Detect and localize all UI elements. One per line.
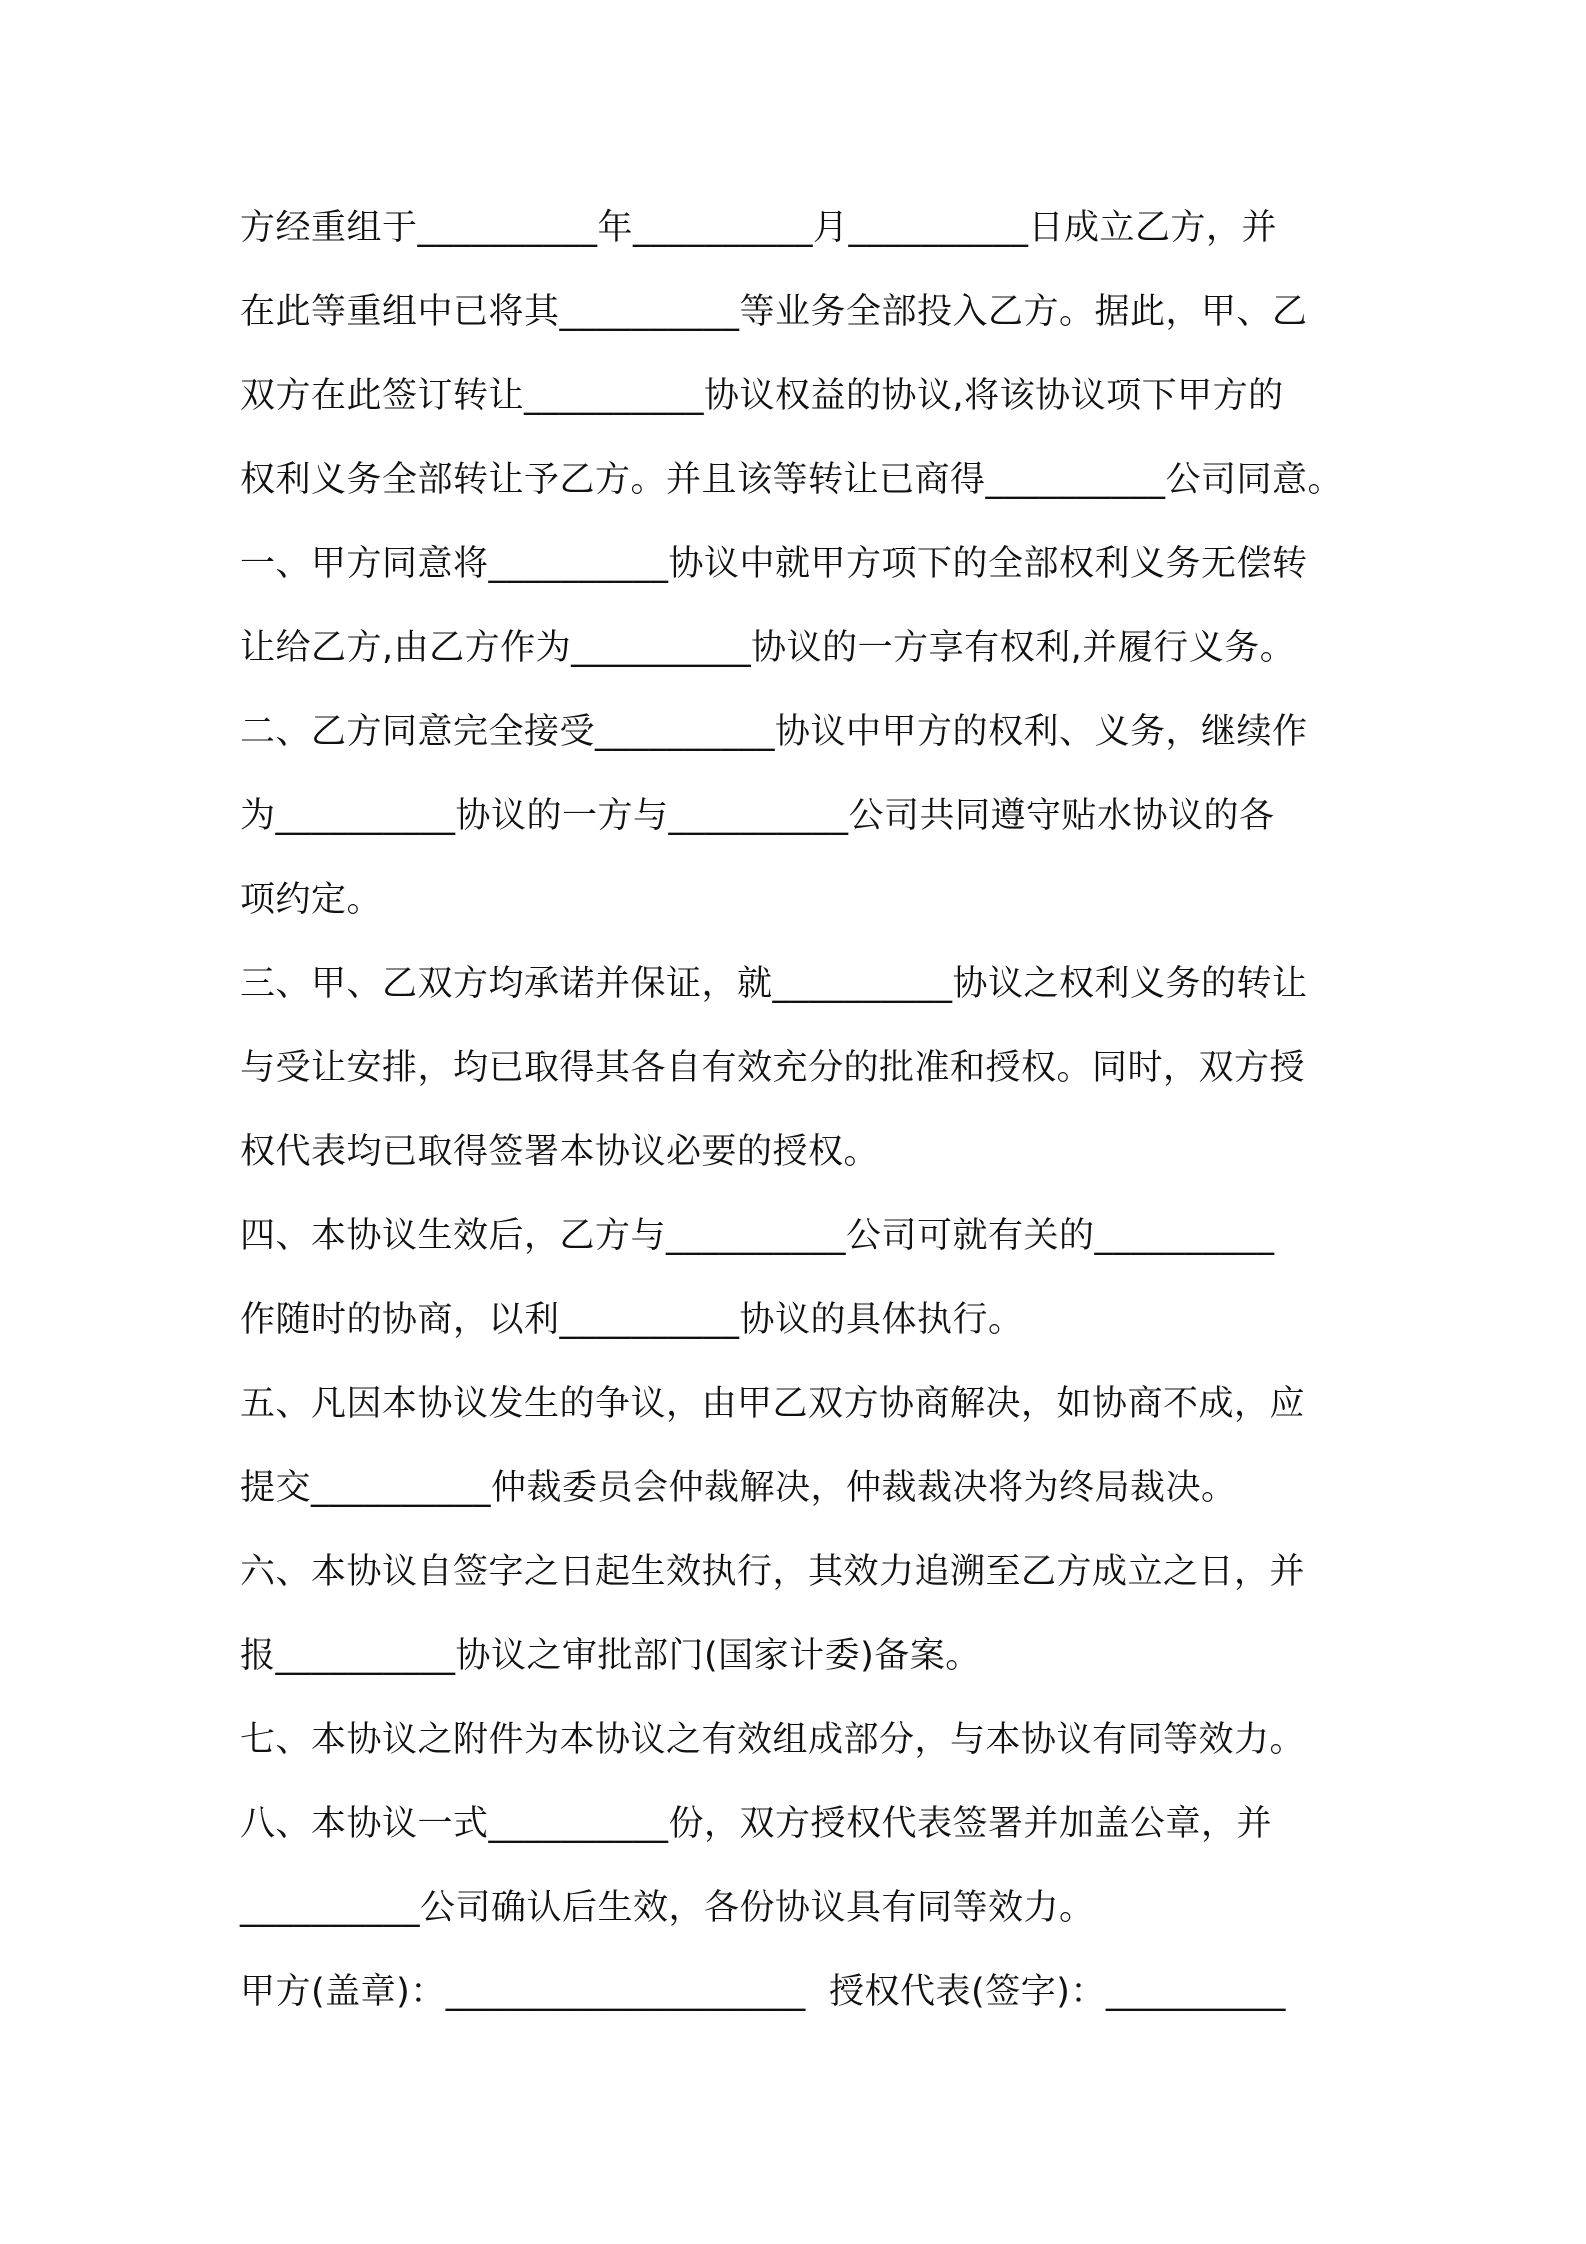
clause-three-line: 权代表均已取得签署本协议必要的授权。 [240, 1132, 880, 1172]
clause-eight-line: 八、本协议一式__________份，双方授权代表签署并加盖公章，并 [240, 1804, 1273, 1844]
clause-four-line: 作随时的协商，以利__________协议的具体执行。 [240, 1300, 1024, 1340]
clause-five-line: 提交__________仲裁委员会仲裁解决，仲裁裁决将为终局裁决。 [240, 1468, 1237, 1508]
signature-line: 甲方(盖章)：____________________ 授权代表(签字)：__________ [240, 1972, 1286, 2012]
clause-one-line: 让给乙方,由乙方作为__________协议的一方享有权利,并履行义务。 [240, 628, 1296, 668]
clause-three-line: 三、甲、乙双方均承诺并保证，就__________协议之权利义务的转让 [240, 964, 1308, 1004]
clause-one-line: 一、甲方同意将__________协议中就甲方项下的全部权利义务无偿转 [240, 544, 1308, 584]
clause-two-line: 项约定。 [240, 880, 383, 920]
clause-six-line: 六、本协议自签字之日起生效执行，其效力追溯至乙方成立之日，并 [240, 1552, 1306, 1592]
clause-two-line: 为__________协议的一方与__________公司共同遵守贴水协议的各 [240, 796, 1275, 836]
paragraph-line: 方经重组于__________年__________月__________日成立乙方，并 [240, 208, 1278, 248]
clause-two-line: 二、乙方同意完全接受__________协议中甲方的权利、义务，继续作 [240, 712, 1308, 752]
clause-four-line: 四、本协议生效后，乙方与__________公司可就有关的__________ [240, 1216, 1275, 1256]
paragraph-line: 双方在此签订转让__________协议权益的协议,将该协议项下甲方的 [240, 376, 1284, 416]
clause-eight-line: __________公司确认后生效，各份协议具有同等效力。 [240, 1888, 1095, 1928]
clause-seven-line: 七、本协议之附件为本协议之有效组成部分，与本协议有同等效力。 [240, 1720, 1306, 1760]
paragraph-line: 在此等重组中已将其__________等业务全部投入乙方。据此，甲、乙 [240, 292, 1308, 332]
clause-five-line: 五、凡因本协议发生的争议，由甲乙双方协商解决，如协商不成，应 [240, 1384, 1306, 1424]
clause-six-line: 报__________协议之审批部门(国家计委)备案。 [240, 1636, 981, 1676]
paragraph-line: 权利义务全部转让予乙方。并且该等转让已商得__________公司同意。 [240, 460, 1344, 500]
clause-three-line: 与受让安排，均已取得其各自有效充分的批准和授权。同时，双方授 [240, 1048, 1306, 1088]
